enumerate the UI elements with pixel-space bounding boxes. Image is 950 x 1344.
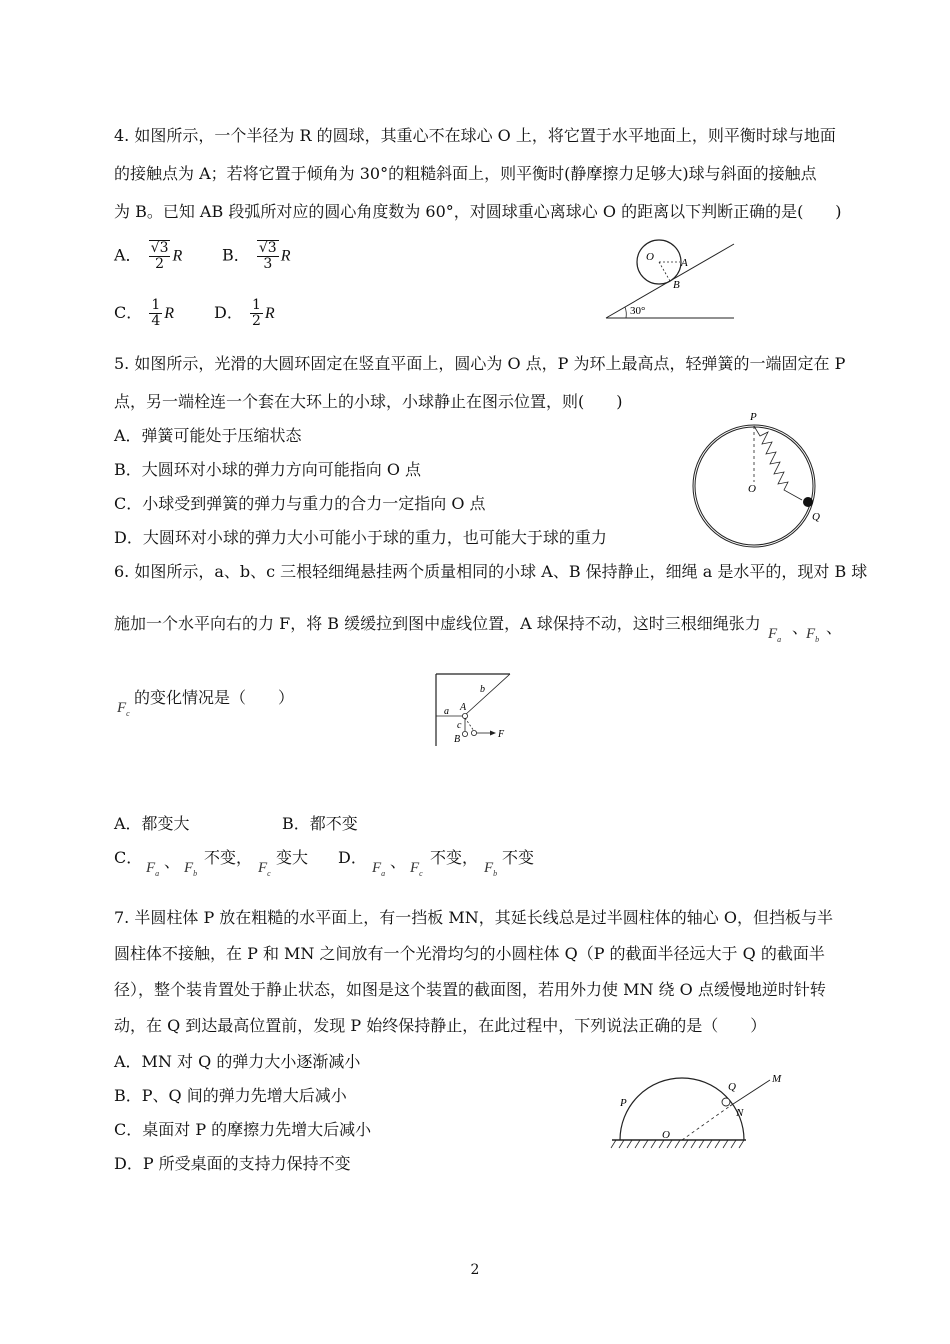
q6-c-fb-f: F: [184, 860, 194, 876]
q4-option-d-num: 1: [251, 297, 261, 313]
q7-fig-label-m: M: [772, 1073, 782, 1085]
q4-line1: 4. 如图所示，一个半径为 R 的圆球，其重心不在球心 O 上，将它置于水平地面上，则平衡时球与地面: [114, 126, 836, 145]
q6-c-text1: 不变，: [204, 848, 253, 867]
q4-option-d-den: 2: [251, 313, 261, 329]
q6-c-fa: [146, 860, 159, 878]
q4-option-c-unit: R: [164, 305, 175, 322]
q6-symbol-fa-f: F: [768, 626, 778, 642]
q4-option-d-fraction: [250, 298, 263, 329]
q4-option-b: [222, 240, 290, 272]
q4-fig-label-b: B: [673, 279, 680, 291]
q6-c-fc-f: F: [258, 860, 268, 876]
q6-d-fc-f: F: [410, 860, 420, 876]
q6-c-text2: 变大: [276, 848, 309, 867]
page-number: 2: [470, 1262, 480, 1278]
q4-option-c-den: 4: [151, 313, 161, 329]
q5-option-c: C．小球受到弹簧的弹力与重力的合力一定指向 O 点: [114, 494, 486, 513]
q4-option-d-label: D．: [214, 303, 243, 322]
q7-option-b: B．P、Q 间的弹力先增大后减小: [114, 1086, 347, 1105]
q7-line3: 径），整个装肯置处于静止状态，如图是这个装置的截面图，若用外力使 MN 绕 O 点缓慢地逆时针转: [114, 980, 826, 999]
q5-figure-ring-spring: [688, 408, 830, 550]
q6-fig-label-a-rope: a: [444, 706, 449, 717]
q5-option-d: D．大圆环对小球的弹力大小可能小于球的重力，也可能大于球的重力: [114, 528, 607, 547]
q4-option-a-num: √3: [150, 240, 169, 256]
q4-option-a-fraction: [149, 240, 171, 272]
q4-option-c: [114, 298, 174, 329]
q5-option-b: B．大圆环对小球的弹力方向可能指向 O 点: [114, 460, 422, 479]
q4-option-b-fraction: [257, 240, 279, 272]
q6-d-sep: 、: [390, 852, 407, 871]
q6-c-fa-sub: a: [155, 869, 160, 878]
q6-d-fb: [484, 860, 497, 878]
q6-d-fa-f: F: [372, 860, 382, 876]
q6-d-fa: [372, 860, 385, 878]
q6-symbol-fc-f: F: [117, 700, 127, 716]
q4-option-b-den: 3: [263, 256, 273, 272]
q4-option-d: [214, 298, 275, 329]
q5-fig-label-q: Q: [812, 511, 820, 523]
q4-option-b-label: B．: [222, 245, 250, 265]
q4-fig-label-angle: 30°: [630, 305, 646, 317]
q6-sep-2: 、: [826, 618, 843, 637]
q4-option-b-num: √3: [258, 240, 277, 256]
q6-fig-label-ball-a: A: [460, 702, 467, 713]
q7-option-a: A．MN 对 Q 的弹力大小逐渐减小: [114, 1052, 361, 1071]
q6-option-b: B．都不变: [282, 814, 358, 833]
q6-symbol-fa: [768, 626, 781, 644]
q7-fig-label-q: Q: [728, 1081, 736, 1093]
q5-fig-label-o: O: [748, 483, 756, 495]
q7-line2: 圆柱体不接触，在 P 和 MN 之间放有一个光滑均匀的小圆柱体 Q（P 的截面半径远大于 Q 的截面半: [114, 944, 825, 963]
q4-fig-label-o: O: [646, 251, 654, 263]
q4-fig-label-a: A: [681, 257, 688, 269]
q4-option-a-label: A．: [114, 245, 142, 265]
q6-d-fb-sub: b: [493, 869, 498, 878]
q6-d-text2: 不变: [502, 848, 535, 867]
q6-symbol-fc-sub: c: [126, 709, 130, 718]
q7-option-c: C．桌面对 P 的摩擦力先增大后减小: [114, 1120, 372, 1139]
q7-fig-label-p: P: [620, 1097, 627, 1109]
q6-option-a: A．都变大: [114, 814, 190, 833]
q6-option-c-label: C．: [114, 848, 143, 867]
q4-line3: 为 B。已知 AB 段弧所对应的圆心角度数为 60°，对圆球重心离球心 O 的距离以下判断正确的是( ): [114, 202, 842, 221]
q4-option-b-unit: R: [280, 247, 291, 265]
q6-d-fa-sub: a: [381, 869, 386, 878]
q4-option-c-fraction: [149, 298, 162, 329]
q4-option-a: [114, 240, 182, 272]
q6-symbol-fb: [806, 626, 819, 644]
q6-fig-label-c-rope: c: [457, 720, 462, 731]
q6-c-fc: [258, 860, 271, 878]
q6-symbol-fc: [117, 700, 130, 718]
q4-option-c-num: 1: [151, 297, 161, 313]
q4-option-d-unit: R: [264, 305, 275, 322]
q6-symbol-fb-sub: b: [815, 635, 820, 644]
q6-d-fc-sub: c: [419, 869, 423, 878]
q6-c-fb: [184, 860, 197, 878]
q5-line2: 点，另一端栓连一个套在大环上的小球，小球静止在图示位置，则( ): [114, 392, 623, 411]
q6-c-sep: 、: [164, 852, 181, 871]
q6-line3: 的变化情况是（ ）: [134, 688, 295, 707]
q6-fig-label-force: F: [498, 729, 505, 740]
q6-fig-label-b-rope: b: [480, 684, 485, 695]
q7-fig-label-n: N: [736, 1107, 744, 1119]
q6-sep-1: 、: [792, 618, 809, 637]
q4-option-a-unit: R: [172, 247, 183, 265]
q4-figure-incline-ball: [600, 236, 740, 324]
q5-line1: 5. 如图所示，光滑的大圆环固定在竖直平面上，圆心为 O 点，P 为环上最高点，轻弹簧的一端固定在 P: [114, 354, 846, 373]
q6-symbol-fb-f: F: [806, 626, 816, 642]
q7-fig-label-o: O: [662, 1129, 670, 1141]
q6-fig-label-ball-b: B: [454, 734, 461, 745]
q5-fig-label-p: P: [750, 411, 757, 423]
q4-line2: 的接触点为 A；若将它置于倾角为 30°的粗糙斜面上，则平衡时(静摩擦力足够大)球与斜面的接触点: [114, 164, 817, 183]
q6-symbol-fa-sub: a: [777, 635, 782, 644]
q4-option-a-den: 2: [155, 256, 165, 272]
q6-figure-ropes: [430, 672, 516, 748]
q6-c-fc-sub: c: [267, 869, 271, 878]
q7-line4: 动，在 Q 到达最高位置前，发现 P 始终保持静止，在此过程中，下列说法正确的是（ ）: [114, 1016, 767, 1035]
q6-line1: 6. 如图所示，a、b、c 三根轻细绳悬挂两个质量相同的小球 A、B 保持静止，细绳 a 是水平的，现对 B 球: [114, 562, 868, 581]
q7-option-d: D．P 所受桌面的支持力保持不变: [114, 1154, 351, 1173]
q6-option-d-label: D．: [338, 848, 367, 867]
q6-d-fb-f: F: [484, 860, 494, 876]
q6-d-fc: [410, 860, 423, 878]
q6-line2: 施加一个水平向右的力 F，将 B 缓缓拉到图中虚线位置，A 球保持不动，这时三根细绳张力: [114, 614, 761, 633]
q7-figure-half-cylinder: [606, 1068, 796, 1152]
q6-d-text1: 不变，: [430, 848, 479, 867]
q6-c-fa-f: F: [146, 860, 156, 876]
q4-option-c-label: C．: [114, 303, 143, 322]
q7-line1: 7. 半圆柱体 P 放在粗糙的水平面上，有一挡板 MN，其延长线总是过半圆柱体的轴心 O，但挡板与半: [114, 908, 833, 927]
q5-option-a: A．弹簧可能处于压缩状态: [114, 426, 302, 445]
q6-c-fb-sub: b: [193, 869, 198, 878]
